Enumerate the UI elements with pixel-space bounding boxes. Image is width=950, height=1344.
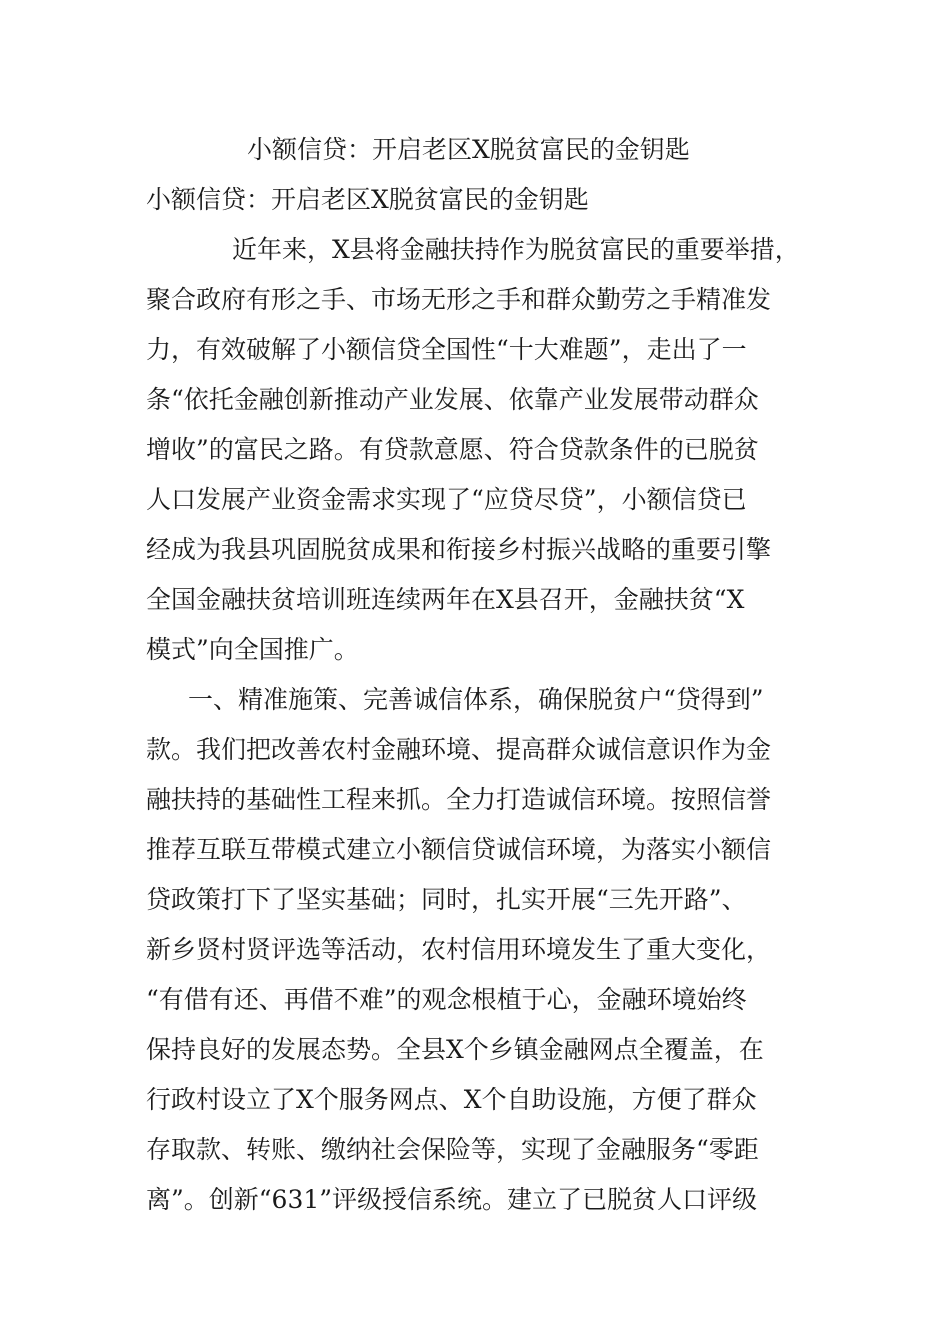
paragraph-line: 贷政策打下了坚实基础；同时，扎实开展“三先开路”、 [146, 885, 747, 914]
paragraph-line: 存取款、转账、缴纳社会保险等，实现了金融服务“零距 [146, 1135, 759, 1164]
document-title: 小额信贷：开启老区X脱贫富民的金钥匙 [247, 135, 690, 164]
paragraph-line: 人口发展产业资金需求实现了“应贷尽贷”，小额信贷已 [146, 485, 747, 514]
paragraph-line: 经成为我县巩固脱贫成果和衔接乡村振兴战略的重要引擎 [146, 535, 772, 564]
paragraph-line: 新乡贤村贤评选等活动，农村信用环境发生了重大变化， [146, 935, 772, 964]
paragraph-line: 离”。创新“631”评级授信系统。建立了已脱贫人口评级 [146, 1185, 758, 1214]
paragraph-line: 模式”向全国推广。 [146, 635, 359, 664]
paragraph-line: 全国金融扶贫培训班连续两年在X县召开，金融扶贫“X [146, 585, 745, 614]
paragraph-line: 推荐互联互带模式建立小额信贷诚信环境，为落实小额信 [146, 835, 772, 864]
paragraph-line: 行政村设立了X个服务网点、X个自助设施，方便了群众 [146, 1085, 757, 1114]
paragraph-line: 融扶持的基础性工程来抓。全力打造诚信环境。按照信誉 [146, 785, 772, 814]
paragraph-line: 款。我们把改善农村金融环境、提高群众诚信意识作为金 [146, 735, 772, 764]
section-heading-line: 一、精准施策、完善诚信体系，确保脱贫户“贷得到” [188, 685, 764, 714]
paragraph-line: 保持良好的发展态势。全县X个乡镇金融网点全覆盖，在 [146, 1035, 764, 1064]
paragraph-line: 增收”的富民之路。有贷款意愿、符合贷款条件的已脱贫 [146, 435, 759, 464]
paragraph-line: “有借有还、再借不难”的观念根植于心，金融环境始终 [146, 985, 747, 1014]
paragraph-line: 力，有效破解了小额信贷全国性“十大难题”，走出了一 [146, 335, 747, 364]
paragraph-line: 近年来，X县将金融扶持作为脱贫富民的重要举措， [232, 235, 800, 264]
document-subtitle: 小额信贷：开启老区X脱贫富民的金钥匙 [146, 185, 589, 214]
paragraph-line: 聚合政府有形之手、市场无形之手和群众勤劳之手精准发 [146, 285, 772, 314]
paragraph-line: 条“依托金融创新推动产业发展、依靠产业发展带动群众 [146, 385, 759, 414]
